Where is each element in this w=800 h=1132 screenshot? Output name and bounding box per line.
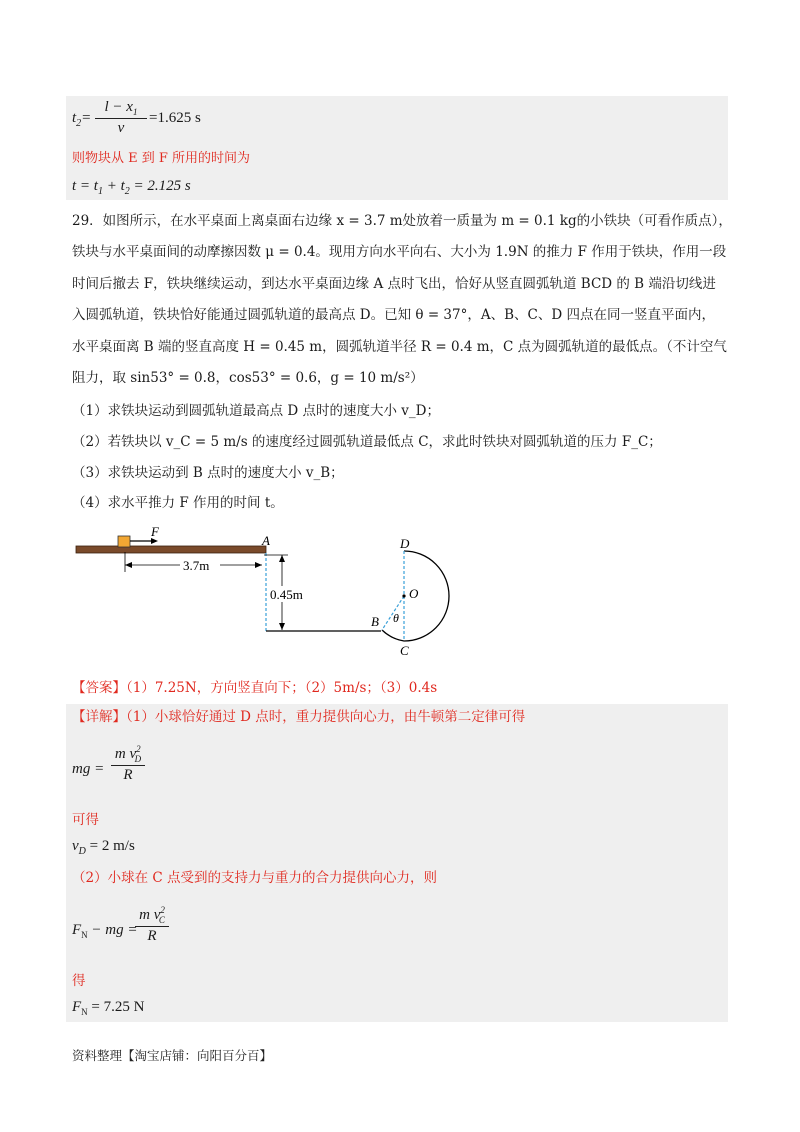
- t2-fraction: $\frac{l - x_1}{v}$: [95, 99, 147, 137]
- question-line: 29．如图所示，在水平桌面上离桌面右边缘 x = 3.7 m处放着一质量为 m = 0.1 kg的小铁块（可看作质点），: [72, 213, 732, 229]
- question-line: 水平桌面离 B 端的竖直高度 H = 0.45 m，圆弧轨道半径 R = 0.4 m，C 点为圆弧轨道的最低点。（不计空气: [72, 339, 727, 355]
- question-line: 铁块与水平桌面间的动摩擦因数 μ = 0.4。现用方向水平向右、大小为 1.9N 的推力 F 作用于铁块，作用一段: [72, 244, 727, 260]
- label-theta: θ: [393, 611, 399, 625]
- label-C: C: [400, 643, 409, 658]
- label-F: F: [151, 524, 159, 539]
- detail-step1: （1）小球恰好通过 D 点时，重力提供向心力，由牛顿第二定律可得: [126, 709, 526, 725]
- sub-question: （3）求铁块运动到 B 点时的速度大小 v_B；: [72, 465, 344, 481]
- question-line: 入圆弧轨道，铁块恰好能通过圆弧轨道的最高点 D。已知 θ = 37°，A、B、C、D 四点在同一竖直平面内，: [72, 307, 715, 323]
- answer-text: （1）7.25N，方向竖直向下；（2）5m/s；（3）0.4s: [126, 680, 438, 696]
- fn-result: $F_N = 7.25$ N: [72, 999, 145, 1017]
- question-line: 阻力，取 sin53° = 0.8，cos53° = 0.6，g = 10 m/s²）: [72, 370, 424, 386]
- total-time-equation: $t = t_1 + t_2 = 2.125$ s: [72, 178, 191, 197]
- label-B: B: [371, 614, 379, 629]
- sub-question: （1）求铁块运动到圆弧轨道最高点 D 点时的速度大小 v_D；: [72, 403, 440, 419]
- label-D: D: [400, 536, 410, 551]
- then-text: 得: [72, 973, 86, 989]
- dim-x-label: 3.7m: [183, 558, 210, 573]
- question-line: 时间后撤去 F，铁块继续运动，到达水平桌面边缘 A 点时飞出，恰好从竖直圆弧轨道 BCD 的 B 端沿切线进: [72, 276, 716, 292]
- footer-text: 资料整理【淘宝店铺：向阳百分百】: [72, 1048, 273, 1063]
- physics-figure: [0, 520, 800, 670]
- vd-result: $v_D = 2$ m/s: [72, 838, 135, 857]
- detail-step2: （2）小球在 C 点受到的支持力与重力的合力提供向心力，则: [72, 870, 438, 886]
- detail-tag: 【详解】: [72, 709, 126, 725]
- eq1-fraction: $\frac{m v^2_D}{R}$: [111, 744, 145, 784]
- table-surface: [76, 546, 266, 553]
- eq2-fraction: $\frac{m v^2_C}{R}$: [135, 905, 169, 945]
- sub-question: （4）求水平推力 F 作用的时间 t。: [72, 495, 284, 511]
- label-A: A: [262, 533, 270, 548]
- answer-tag: 【答案】: [72, 680, 126, 696]
- detail-line: [72, 708, 525, 726]
- answer-line: [72, 679, 437, 697]
- dim-h-label: 0.45m: [270, 587, 303, 602]
- conclusion-text: 则物块从 E 到 F 所用的时间为: [72, 151, 251, 166]
- sub-question: （2）若铁块以 v_C = 5 m/s 的速度经过圆弧轨道最低点 C，求此时铁块对圆弧轨道的压力 F_C；: [72, 434, 662, 450]
- label-O: O: [409, 586, 419, 601]
- detail-block: [66, 704, 728, 1022]
- then-text: 可得: [72, 812, 99, 828]
- iron-block: [118, 536, 130, 547]
